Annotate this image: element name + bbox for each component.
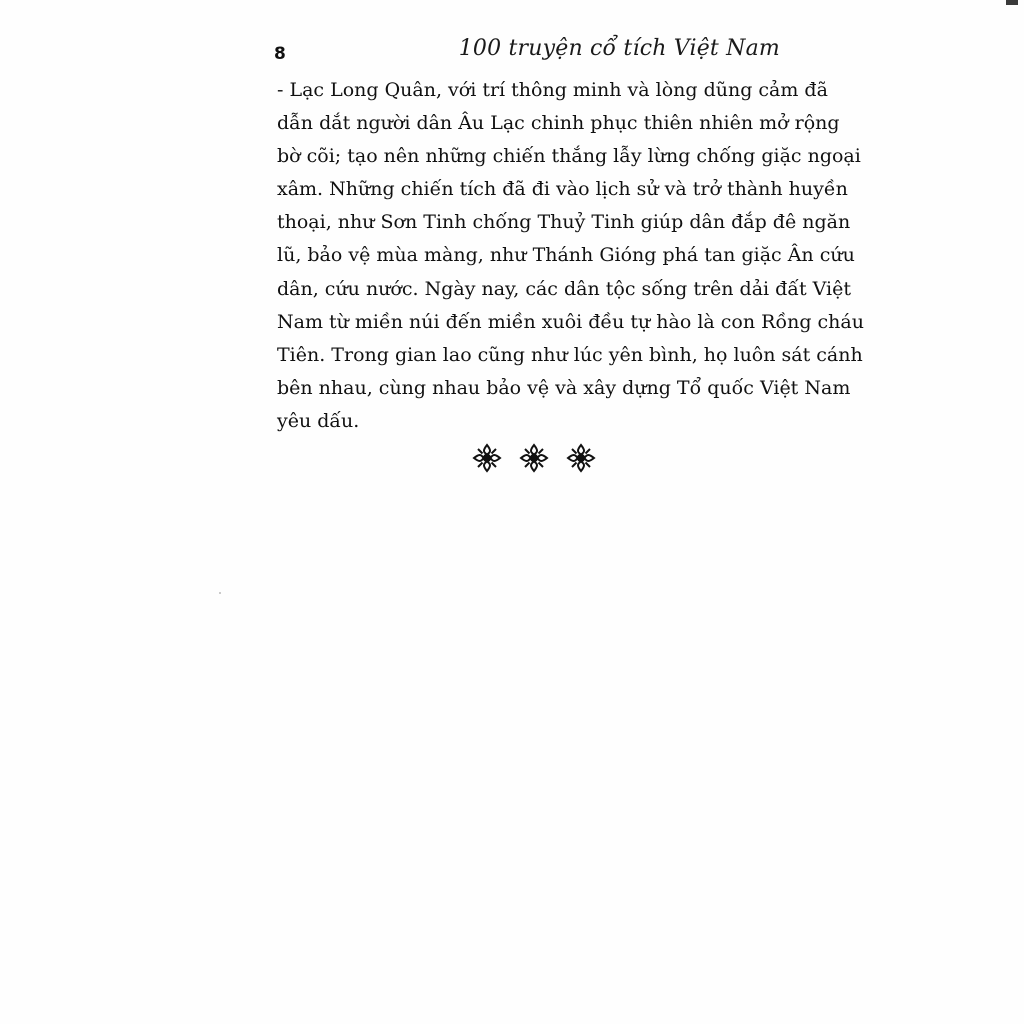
running-title: 100 truyện cổ tích Việt Nam xyxy=(458,36,780,61)
page-number: 8 xyxy=(274,44,286,64)
text-line: bên nhau, cùng nhau bảo vệ và xây dựng Tổ quốc Việt Nam xyxy=(277,376,851,399)
text-line: xâm. Những chiến tích đã đi vào lịch sử và trở thành huyền xyxy=(277,178,848,201)
paper-speck xyxy=(219,592,221,594)
section-divider-ornaments xyxy=(472,440,596,476)
text-line: - Lạc Long Quân, với trí thông minh và lòng dũng cảm đã xyxy=(277,79,828,101)
flower-ornament-icon xyxy=(472,443,502,473)
text-line: dẫn dắt người dân Âu Lạc chinh phục thiên nhiên mở rộng xyxy=(277,112,840,135)
page-edge-mark xyxy=(1006,0,1018,5)
flower-ornament-icon xyxy=(566,443,596,473)
text-line: dân, cứu nước. Ngày nay, các dân tộc sống trên dải đất Việt xyxy=(277,277,851,300)
text-line: thoại, như Sơn Tinh chống Thuỷ Tinh giúp dân đắp đê ngăn xyxy=(277,211,851,234)
text-line: lũ, bảo vệ mùa màng, như Thánh Gióng phá tan giặc Ân cứu xyxy=(277,244,855,267)
flower-ornament-icon xyxy=(519,443,549,473)
text-line: Nam từ miền núi đến miền xuôi đều tự hào là con Rồng cháu xyxy=(277,310,864,333)
text-line: yêu dấu. xyxy=(277,409,360,432)
text-line: bờ cõi; tạo nên những chiến thắng lẫy lừng chống giặc ngoại xyxy=(277,145,861,168)
body-paragraph xyxy=(277,74,864,438)
text-line: Tiên. Trong gian lao cũng như lúc yên bình, họ luôn sát cánh xyxy=(277,343,863,366)
